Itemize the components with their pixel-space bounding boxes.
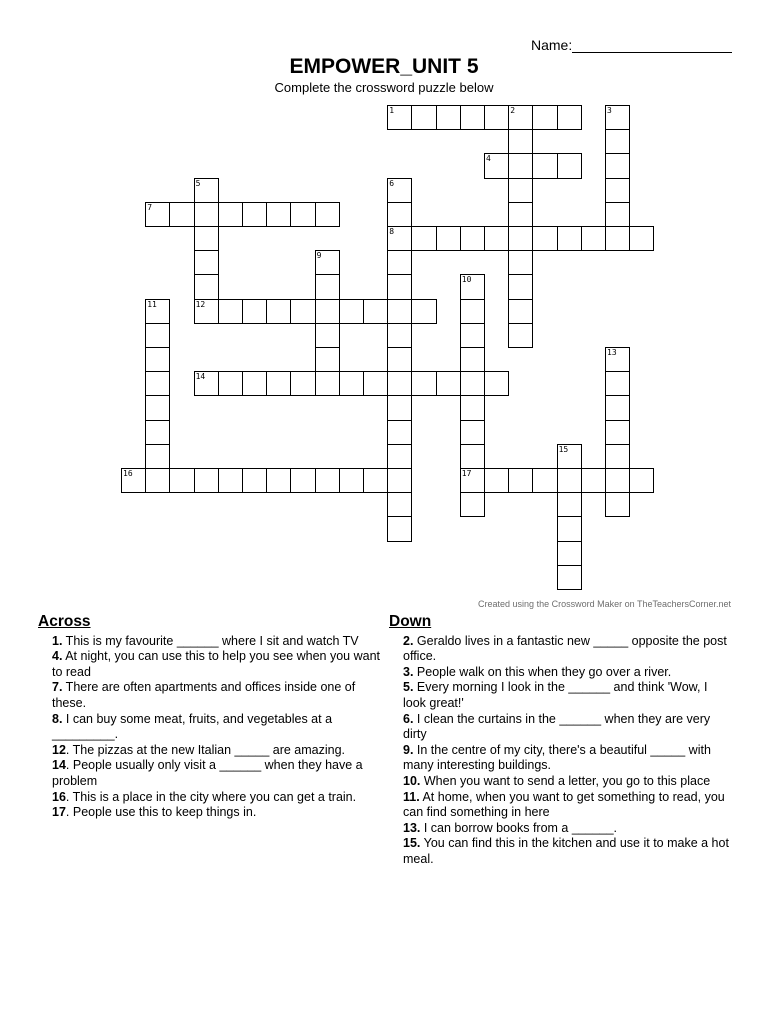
crossword-cell[interactable]	[387, 250, 412, 275]
crossword-cell[interactable]	[629, 226, 654, 251]
crossword-cell[interactable]	[145, 395, 170, 420]
crossword-cell[interactable]	[605, 468, 630, 493]
crossword-cell[interactable]	[508, 299, 533, 324]
crossword-cell[interactable]	[557, 444, 582, 469]
crossword-cell[interactable]	[508, 153, 533, 178]
crossword-cell[interactable]	[460, 323, 485, 348]
clue-text: In the centre of my city, there's a beautiful _____ with many interesting buildings.	[403, 742, 711, 773]
crossword-cell[interactable]	[315, 299, 340, 324]
name-label: Name:	[531, 37, 573, 53]
crossword-cell[interactable]	[194, 178, 219, 203]
crossword-cell[interactable]	[387, 178, 412, 203]
crossword-cell[interactable]	[532, 226, 557, 251]
cell-number: 16	[123, 469, 133, 478]
down-clue	[403, 821, 733, 837]
crossword-cell[interactable]	[460, 468, 485, 493]
crossword-cell[interactable]	[460, 395, 485, 420]
down-clue	[403, 634, 733, 665]
crossword-cell[interactable]	[242, 202, 267, 227]
crossword-cell[interactable]	[363, 468, 388, 493]
clue-number: 11.	[403, 789, 420, 804]
crossword-cell[interactable]	[290, 299, 315, 324]
crossword-cell[interactable]	[557, 226, 582, 251]
crossword-cell[interactable]	[387, 299, 412, 324]
clue-number: 14	[52, 758, 66, 773]
crossword-cell[interactable]	[242, 299, 267, 324]
crossword-cell[interactable]	[266, 299, 291, 324]
crossword-cell[interactable]	[169, 468, 194, 493]
crossword-cell[interactable]	[169, 202, 194, 227]
across-heading: Across	[38, 613, 91, 630]
crossword-cell[interactable]	[242, 468, 267, 493]
cell-number: 17	[461, 469, 472, 478]
crossword-cell[interactable]	[145, 347, 170, 372]
clue-text: At home, when you want to get something to read, you can find something in here	[403, 789, 725, 820]
crossword-cell[interactable]	[484, 226, 509, 251]
crossword-cell[interactable]	[387, 444, 412, 469]
crossword-cell[interactable]	[194, 226, 219, 251]
crossword-cell[interactable]	[508, 226, 533, 251]
down-clue	[403, 680, 733, 711]
crossword-cell[interactable]	[194, 250, 219, 275]
crossword-cell[interactable]	[242, 371, 267, 396]
crossword-cell[interactable]	[484, 105, 509, 130]
crossword-cell[interactable]	[605, 202, 630, 227]
clue-number: 17	[52, 805, 66, 820]
crossword-cell[interactable]	[605, 395, 630, 420]
crossword-cell[interactable]	[557, 541, 582, 566]
crossword-cell[interactable]	[460, 444, 485, 469]
crossword-cell[interactable]	[508, 105, 533, 130]
across-clue	[52, 712, 382, 743]
crossword-cell[interactable]	[339, 371, 364, 396]
cell-number: 5	[195, 178, 201, 188]
crossword-cell[interactable]	[145, 299, 170, 324]
crossword-cell[interactable]	[460, 226, 485, 251]
crossword-cell[interactable]	[145, 468, 170, 493]
crossword-cell[interactable]	[605, 420, 630, 445]
crossword-cell[interactable]	[315, 347, 340, 372]
crossword-cell[interactable]	[508, 274, 533, 299]
crossword-cell[interactable]	[266, 202, 291, 227]
crossword-cell[interactable]	[460, 371, 485, 396]
clue-number: 7.	[52, 680, 63, 695]
crossword-cell[interactable]	[605, 444, 630, 469]
down-clue	[403, 790, 733, 821]
crossword-cell[interactable]	[605, 178, 630, 203]
clue-text: People walk on this when they go over a river.	[413, 664, 672, 679]
crossword-cell[interactable]	[581, 468, 606, 493]
crossword-cell[interactable]	[363, 371, 388, 396]
clue-number: 1.	[52, 633, 63, 648]
crossword-cell[interactable]	[508, 323, 533, 348]
clue-text: Every morning I look in the ______ and think 'Wow, I look great!'	[403, 680, 708, 710]
crossword-cell[interactable]	[557, 105, 582, 130]
crossword-cell[interactable]	[411, 105, 436, 130]
crossword-cell[interactable]	[339, 299, 364, 324]
crossword-cell[interactable]	[484, 468, 509, 493]
crossword-cell[interactable]	[266, 468, 291, 493]
across-clue	[52, 790, 382, 806]
crossword-cell[interactable]	[411, 371, 436, 396]
clue-number: 4.	[52, 649, 63, 664]
clue-number: 8.	[52, 711, 63, 726]
crossword-cell[interactable]	[508, 129, 533, 154]
crossword-cell[interactable]	[315, 274, 340, 299]
clue-number: 5.	[403, 680, 414, 695]
page-subtitle: Complete the crossword puzzle below	[274, 80, 494, 95]
crossword-cell[interactable]	[460, 105, 485, 130]
crossword-cell[interactable]	[629, 468, 654, 493]
clue-text: I can borrow books from a ______.	[420, 820, 618, 835]
clue-number: 10.	[403, 773, 421, 788]
crossword-cell[interactable]	[315, 371, 340, 396]
crossword-cell[interactable]	[581, 226, 606, 251]
clue-number: 9.	[403, 742, 414, 757]
across-clue	[52, 649, 382, 680]
crossword-cell[interactable]	[532, 153, 557, 178]
down-clue	[403, 743, 733, 774]
crossword-cell[interactable]	[508, 202, 533, 227]
crossword-cell[interactable]	[387, 323, 412, 348]
crossword-cell[interactable]	[605, 226, 630, 251]
crossword-cell[interactable]	[387, 274, 412, 299]
crossword-cell[interactable]	[605, 153, 630, 178]
clue-number: 6.	[403, 711, 414, 726]
clue-text: . People use this to keep things in.	[65, 805, 257, 820]
crossword-cell[interactable]	[436, 226, 461, 251]
crossword-cell[interactable]	[532, 105, 557, 130]
crossword-cell[interactable]	[605, 492, 630, 517]
crossword-cell[interactable]	[194, 274, 219, 299]
crossword-cell[interactable]	[218, 468, 243, 493]
across-clue	[52, 805, 382, 821]
crossword-cell[interactable]	[387, 347, 412, 372]
crossword-cell[interactable]	[460, 492, 485, 517]
crossword-cell[interactable]	[315, 202, 340, 227]
crossword-cell[interactable]	[194, 468, 219, 493]
crossword-cell[interactable]	[218, 202, 243, 227]
crossword-cell[interactable]	[315, 250, 340, 275]
crossword-cell[interactable]	[290, 202, 315, 227]
across-clue	[52, 758, 382, 789]
down-clues	[389, 613, 733, 868]
crossword-cell[interactable]	[460, 274, 485, 299]
down-heading: Down	[389, 613, 432, 630]
cell-number: 12	[195, 299, 206, 309]
crossword-cell[interactable]	[557, 468, 582, 493]
down-clue	[403, 665, 733, 681]
clue-text: . The pizzas at the new Italian _____ are amazing.	[65, 742, 346, 757]
crossword-cell[interactable]	[266, 371, 291, 396]
crossword-cell[interactable]	[387, 105, 412, 130]
down-clue	[403, 836, 733, 867]
page-title: EMPOWER_UNIT 5	[289, 55, 479, 78]
crossword-cell[interactable]	[145, 444, 170, 469]
crossword-cell[interactable]	[460, 347, 485, 372]
crossword-cell[interactable]	[218, 371, 243, 396]
cell-number: 14	[195, 372, 206, 382]
clue-text: This is my favourite ______ where I sit and watch TV	[62, 633, 359, 648]
clue-text: When you want to send a letter, you go to this place	[420, 773, 711, 788]
crossword-cell[interactable]	[508, 178, 533, 203]
crossword-cell[interactable]	[532, 468, 557, 493]
clue-text: Geraldo lives in a fantastic new _____ opposite the post office.	[403, 633, 727, 664]
clue-number: 15.	[403, 836, 421, 851]
crossword-cell[interactable]	[387, 395, 412, 420]
crossword-cell[interactable]	[460, 299, 485, 324]
crossword-cell[interactable]	[363, 299, 388, 324]
crossword-cell[interactable]	[605, 347, 630, 372]
cell-number: 10	[461, 275, 472, 285]
crossword-cell[interactable]	[387, 371, 412, 396]
crossword-cell[interactable]	[508, 250, 533, 275]
crossword-cell[interactable]	[387, 492, 412, 517]
crossword-cell[interactable]	[315, 468, 340, 493]
crossword-cell[interactable]	[290, 371, 315, 396]
clue-text: I can buy some meat, fruits, and vegetables at a _________.	[52, 711, 333, 742]
clue-text: You can find this in the kitchen and use it to make a hot meal.	[403, 836, 729, 866]
crossword-cell[interactable]	[387, 516, 412, 541]
crossword-cell[interactable]	[387, 202, 412, 227]
cell-number: 6	[389, 178, 395, 188]
cell-number: 1	[389, 106, 395, 115]
clue-number: 16	[52, 789, 66, 804]
crossword-cell[interactable]	[194, 299, 219, 324]
clue-text: I clean the curtains in the ______ when they are very dirty	[403, 711, 711, 742]
across-clue	[52, 743, 382, 759]
crossword-cell[interactable]	[605, 105, 630, 130]
cell-number: 8	[389, 227, 395, 236]
clue-number: 3.	[403, 664, 414, 679]
crossword-cell[interactable]	[218, 299, 243, 324]
clue-text: . People usually only visit a ______ when they have a problem	[52, 758, 363, 788]
crossword-cell[interactable]	[339, 468, 364, 493]
crossword-cell[interactable]	[508, 468, 533, 493]
crossword-cell[interactable]	[557, 153, 582, 178]
crossword-cell[interactable]	[121, 468, 146, 493]
crossword-cell[interactable]	[557, 516, 582, 541]
cell-number: 2	[510, 106, 516, 115]
cell-number: 7	[147, 202, 153, 212]
clue-text: There are often apartments and offices inside one of these.	[52, 680, 356, 710]
clue-number: 13.	[403, 820, 421, 835]
cell-number: 15	[558, 444, 569, 454]
clue-text: . This is a place in the city where you can get a train.	[65, 789, 357, 804]
crossword-cell[interactable]	[411, 299, 436, 324]
crossword-cell[interactable]	[145, 371, 170, 396]
crossword-cell[interactable]	[315, 323, 340, 348]
crossword-cell[interactable]	[605, 371, 630, 396]
cell-number: 9	[316, 251, 322, 261]
crossword-cell[interactable]	[387, 420, 412, 445]
crossword-cell[interactable]	[194, 371, 219, 396]
crossword-cell[interactable]	[484, 153, 509, 178]
down-clue-list	[403, 634, 733, 868]
crossword-cell[interactable]	[460, 420, 485, 445]
cell-number: 4	[486, 154, 491, 164]
across-clue	[52, 680, 382, 711]
crossword-cell[interactable]	[290, 468, 315, 493]
clue-number: 12	[52, 742, 66, 757]
across-clue-list	[52, 634, 382, 821]
crossword-cell[interactable]	[411, 226, 436, 251]
cell-number: 13	[607, 348, 617, 357]
crossword-cell[interactable]	[194, 202, 219, 227]
crossword-cell[interactable]	[145, 420, 170, 445]
crossword-cell[interactable]	[557, 492, 582, 517]
crossword-cell[interactable]	[557, 565, 582, 590]
crossword-cell[interactable]	[145, 202, 170, 227]
cell-number: 3	[607, 106, 612, 115]
across-clues	[38, 613, 382, 821]
crossword-cell[interactable]	[484, 371, 509, 396]
crossword-cell[interactable]	[387, 468, 412, 493]
clue-text: At night, you can use this to help you see when you want to read	[52, 649, 381, 679]
credit-line: Created using the Crossword Maker on TheTeachersCorner.net	[478, 599, 731, 609]
down-clue	[403, 712, 733, 743]
across-clue	[52, 634, 382, 650]
crossword-cell[interactable]	[605, 129, 630, 154]
crossword-cell[interactable]	[387, 226, 412, 251]
clue-number: 2.	[403, 633, 414, 648]
down-clue	[403, 774, 733, 790]
crossword-cell[interactable]	[436, 371, 461, 396]
cell-number: 11	[147, 299, 157, 309]
crossword-cell[interactable]	[145, 323, 170, 348]
crossword-cell[interactable]	[436, 105, 461, 130]
